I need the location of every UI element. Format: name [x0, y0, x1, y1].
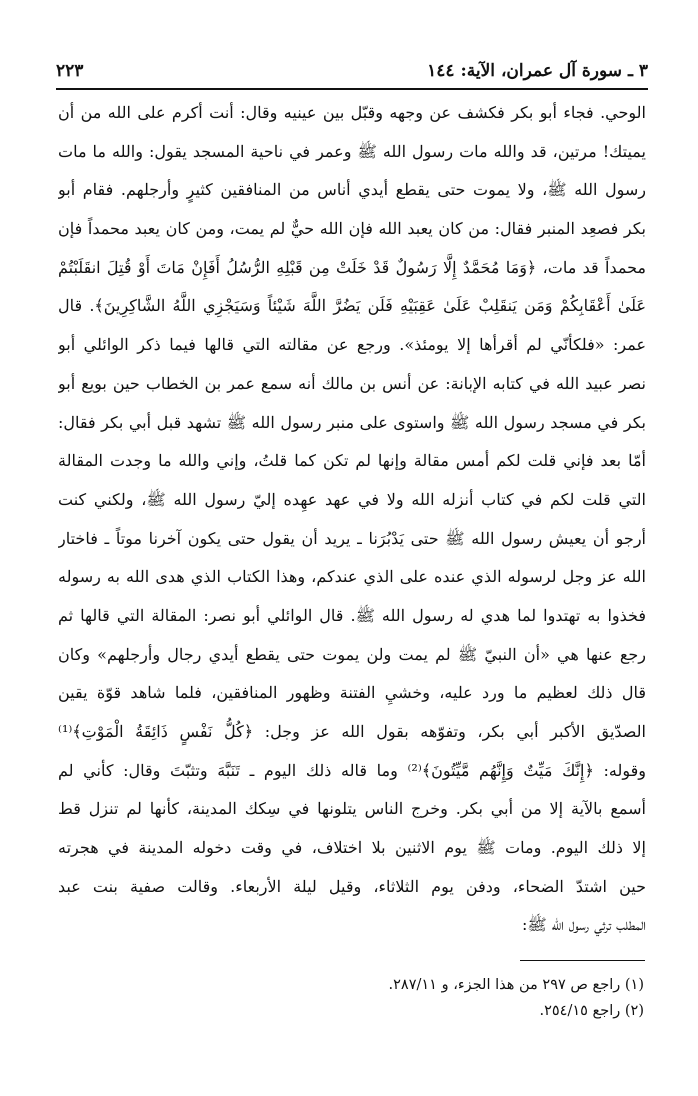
text-line: أسمع بالآية إلا من أبي بكر. وخرج الناس يتلونها في سِكك المدينة، كأنها لم تنزل قط — [58, 799, 646, 819]
running-title: ٣ ـ سورة آل عمران، الآية: ١٤٤ — [427, 61, 648, 81]
text-line: أرجو أن يعيش رسول الله ﷺ حتى يَدْبُرَنا ـ يريد أن يقول حتى يكون آخرنا موتاً ـ فاختار — [58, 528, 646, 548]
text-line: بكر فصعِد المنبر فقال: من كان يعبد الله فإن الله حيٌّ لم يمت، ومن كان يعبد محمداً فإن — [58, 219, 646, 239]
text-line: قال ذلك لعظيم ما ورد عليه، وخشيِ الفتنة وظهور المنافقين، فلما شاهد قوّة يقين — [58, 683, 646, 703]
text-line: الصدّيق الأكبر أبي بكر، وتفوّهه بقول الله عز وجل: ﴿كُلُّ نَفْسٍ ذَائِقَةُ الْمَوْتِ﴾⁽¹⁾ — [58, 722, 646, 741]
footnote: (١) راجع ص ٢٩٧ من هذا الجزء، و ٢٨٧/١١. — [388, 977, 644, 993]
text-line: فخذوا به تهتدوا لما هدي له رسول الله ﷺ. قال الوائلي أبو نصر: المقالة التي قالها ثم — [58, 605, 646, 625]
text-line: يميتك! مرتين، قد والله مات رسول الله ﷺ وعمر في ناحية المسجد يقول: والله ما مات — [58, 141, 646, 161]
footnote-separator — [520, 960, 645, 961]
text-line: الله عز وجل لرسوله الذي عنده على الذي عندكم، وهذا الكتاب الذي هدى الله به رسوله — [58, 567, 646, 587]
text-line: رسول الله ﷺ، ولا يموت حتى يقطع أيدي أناس من المنافقين كثيرٍ وأرجلهم. فقام أبو — [58, 180, 646, 200]
text-line: عمر: «فلكأنّي لم أقرأها إلا يومئذ». ورجع عن مقالته التي قالها فيما ذكر الوائلي أبو — [58, 335, 646, 355]
footnote: (٢) راجع ٢٥٤/١٥. — [539, 1003, 644, 1019]
text-line-last: المطلب ترثي رسول الله ﷺ: — [521, 915, 646, 935]
text-line: إلا ذلك اليوم. ومات ﷺ يوم الاثنين بلا اختلاف، في وقت دخوله المدينة في هجرته — [58, 838, 646, 858]
footnotes — [58, 972, 644, 1024]
text-line: وقوله: ﴿إِنَّكَ مَيِّتٌ وَإِنَّهُم مَّيِّتُونَ﴾⁽²⁾ وما قاله ذلك اليوم ـ تَنَبَّهَ وتثبّتَ وقال: كأني لم — [58, 760, 646, 780]
text-line: عَلَىٰ أَعْقَابِكُمْ وَمَن يَنقَلِبْ عَلَىٰ عَقِبَيْهِ فَلَن يَضُرَّ اللَّهَ شَيْئاً وَسَيَجْزِي اللَّهُ الشَّاكِرِينَ﴾. قال — [58, 296, 646, 316]
text-line: بكر في مسجد رسول الله ﷺ واستوى على منبر رسول الله ﷺ تشهد قبل أبي بكر فقال: — [58, 412, 646, 432]
text-line: حين اشتدّ الضحاء، ودفن يوم الثلاثاء، وقيل ليلة الأربعاء. وقالت صفية بنت عبد — [58, 876, 646, 896]
text-line: أمّا بعد فإني قلت لكم أمس مقالة وإنها لم تكن كما قلتُ، وإني والله ما وجدت المقالة — [58, 451, 646, 471]
text-line: محمداً قد مات، ﴿وَمَا مُحَمَّدٌ إِلَّا رَسُولٌ قَدْ خَلَتْ مِن قَبْلِهِ الرُّسُلُ أَفَإِنْ مَاتَ أَوْ قُتِلَ انقَلَبْتُمْ — [58, 257, 646, 277]
body-text — [58, 94, 646, 945]
text-line: التي قلت لكم في كتاب أنزله الله ولا في عهد عهِده إليّ رسول الله ﷺ، ولكني كنت — [58, 489, 646, 509]
text-line: رجع عنها هي «أن النبيّ ﷺ لم يمت ولن يموت حتى يقطع أيدي رجال وأرجلهم» وكان — [58, 644, 646, 664]
text-line: نصر عبيد الله في كتابه الإبانة: عن أنس بن مالك أنه سمع عمر بن الخطاب حين بويع أبو — [58, 373, 646, 393]
header-rule — [56, 88, 648, 90]
page-number: ٢٢٣ — [56, 61, 84, 81]
text-line: الوحي. فجاء أبو بكر فكشف عن وجهه وقبّل بين عينيه وقال: أنت أكرم على الله من أن — [58, 103, 646, 122]
page-header — [56, 58, 648, 84]
